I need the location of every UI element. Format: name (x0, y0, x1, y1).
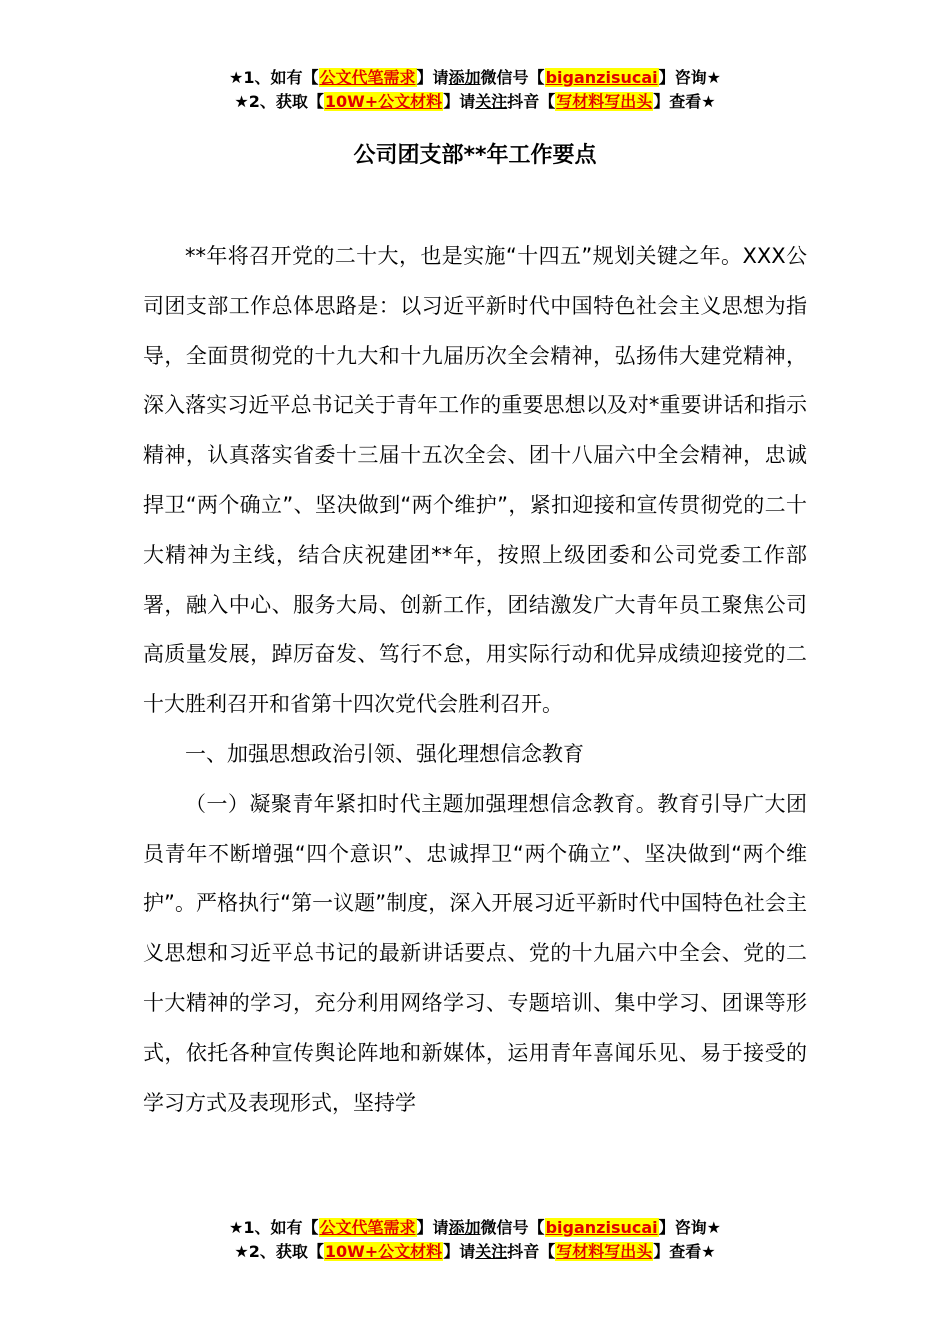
banner-line-2 (0, 90, 950, 114)
banner-text: 】请 (416, 68, 449, 87)
banner-text: ★2、获取【 (234, 92, 324, 111)
banner-underlined: 关注 (475, 92, 508, 111)
banner-wechat-id: biganzisucai (545, 68, 658, 87)
banner-text: ★1、如有【 (229, 68, 319, 87)
banner-douyin-account: 写材料写出头 (556, 1242, 653, 1261)
document-body (143, 232, 807, 1128)
banner-highlight: 公文代笔需求 (319, 68, 416, 87)
banner-underlined: 添加 (448, 68, 481, 87)
footer-banner (0, 1216, 950, 1264)
banner-text: 】咨询★ (658, 68, 721, 87)
banner-text: 】咨询★ (658, 1218, 721, 1237)
header-banner (0, 66, 950, 114)
banner-wechat-id: biganzisucai (545, 1218, 658, 1237)
banner-text: 】查看★ (653, 1242, 716, 1261)
banner-text: 】请 (443, 1242, 476, 1261)
banner-line-1 (0, 66, 950, 90)
banner-text: 】查看★ (653, 92, 716, 111)
section-heading-1: 一、加强思想政治引领、强化理想信念教育 (185, 741, 584, 766)
banner-highlight: 10W+公文材料 (324, 92, 443, 111)
banner-underlined: 添加 (448, 1218, 481, 1237)
banner-text: 微信号【 (480, 68, 545, 87)
banner-text: ★2、获取【 (234, 1242, 324, 1261)
document-title: 公司团支部**年工作要点 (353, 143, 597, 168)
banner-line-1 (0, 1216, 950, 1240)
banner-text: 微信号【 (480, 1218, 545, 1237)
banner-text: ★1、如有【 (229, 1218, 319, 1237)
paragraph-item-1: （一）凝聚青年紧扣时代主题加强理想信念教育。教育引导广大团员青年不断增强“四个意识”、忠诚捍卫“两个确立”、坚决做到“两个维护”。严格执行“第一议题”制度，深入开展习近平新时代中国特色社会主义思想和习近平总书记的最新讲话要点、党的十九届六中全会、党的二十大精神的学习，充分利用网络学习、专题培训、集中学习、团课等形式，依托各种宣传舆论阵地和新媒体，运用青年喜闻乐见、易于接受的学习方式及表现形式，坚持学 (143, 791, 807, 1115)
banner-text: 抖音【 (507, 92, 556, 111)
banner-underlined: 关注 (475, 1242, 508, 1261)
banner-line-2 (0, 1240, 950, 1264)
banner-highlight: 公文代笔需求 (319, 1218, 416, 1237)
banner-highlight: 10W+公文材料 (324, 1242, 443, 1261)
banner-douyin-account: 写材料写出头 (556, 92, 653, 111)
banner-text: 】请 (416, 1218, 449, 1237)
paragraph-intro: **年将召开党的二十大，也是实施“十四五”规划关键之年。XXX公司团支部工作总体思路是：以习近平新时代中国特色社会主义思想为指导，全面贯彻党的十九大和十九届历次全会精神，弘扬伟大建党精神，深入落实习近平总书记关于青年工作的重要思想以及对*重要讲话和指示精神，认真落实省委十三届十五次全会、团十八届六中全会精神，忠诚捍卫“两个确立”、坚决做到“两个维护”，紧扣迎接和宣传贯彻党的二十大精神为主线，结合庆祝建团**年，按照上级团委和公司党委工作部署，融入中心、服务大局、创新工作，团结激发广大青年员工聚焦公司高质量发展，踔厉奋发、笃行不怠，用实际行动和优异成绩迎接党的二十大胜利召开和省第十四次党代会胜利召开。 (143, 244, 807, 717)
banner-text: 抖音【 (507, 1242, 556, 1261)
banner-text: 】请 (443, 92, 476, 111)
